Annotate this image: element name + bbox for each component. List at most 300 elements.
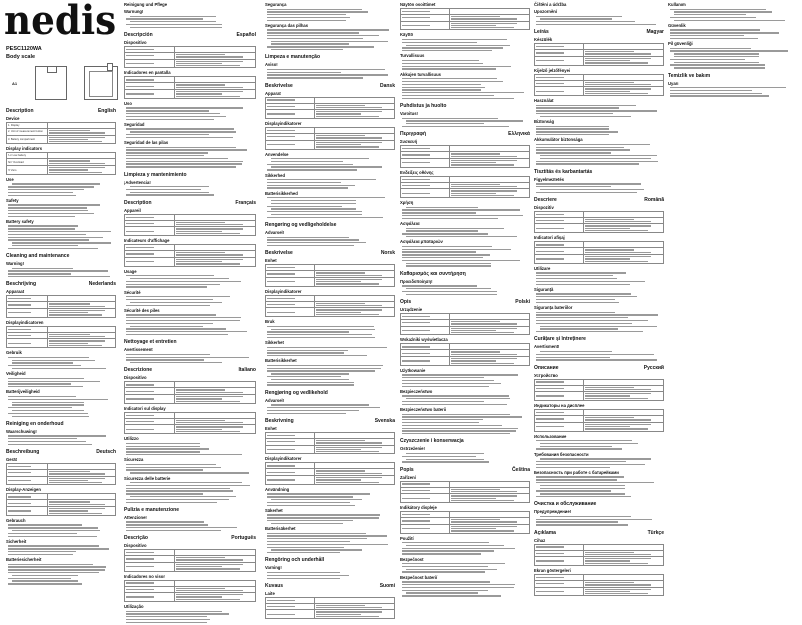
language-label: Svenska [374,417,395,424]
subheading: Enhet [265,258,277,264]
text-line [402,291,497,292]
text-line [126,493,203,494]
table-cell-value [450,152,530,159]
text-line [585,398,648,399]
info-table [265,597,395,619]
subheading: Gebruik [6,350,22,356]
scale-back-illustration [84,66,118,100]
table-row [401,182,530,189]
text-line [402,422,479,423]
table-cell-label [7,500,48,507]
info-table [265,97,395,119]
table-cell-value [48,507,116,516]
table-cell-label: '0' Zero [7,166,48,175]
text-line [8,270,108,271]
column-5 [534,0,664,598]
text-line [316,605,365,606]
text-line [8,524,82,525]
table-row [535,217,664,224]
text-line [126,281,241,282]
text-line [126,152,208,153]
table-cell-value [174,394,255,403]
table-cell-label [535,248,584,255]
text-line [126,113,220,114]
table-cell-label: 3. Battery compartment [7,135,48,144]
text-line [126,467,221,468]
text-line [267,347,387,348]
text-line [536,464,645,465]
text-line [402,118,498,119]
text-line [130,278,229,279]
subheading: Siguranța bateriilor [534,305,573,311]
table-row [266,271,395,278]
subheading: Wskaźniki wyświetlacza [400,337,448,343]
text-line [536,476,624,477]
text-line [406,592,478,593]
table-row [7,500,116,507]
text-line [267,331,349,332]
table-row [125,586,256,593]
text-line [451,162,496,163]
text-line [402,260,520,261]
text-line [49,169,87,170]
section-heading [265,583,395,589]
text-line [126,149,247,150]
table-cell-value [174,388,255,395]
subheading: Display-Anzeigen [6,487,41,493]
text-line [126,464,216,465]
text-line [402,251,476,252]
text-line [176,54,225,55]
text-line [8,444,92,445]
section-heading [400,103,530,109]
text-line [126,485,250,486]
table-cell-value [315,140,395,149]
text-line [8,231,111,232]
text-line [267,407,380,408]
section-heading [6,421,116,427]
table-cell-label [535,50,584,57]
text-line [670,38,758,39]
text-line [8,204,100,205]
text-line [267,365,383,366]
table-row [7,302,116,309]
text-line [49,513,102,514]
text-line [536,448,622,449]
section-title: Καθαρισμός και συντήρηση [400,270,466,277]
table-cell-label [7,470,48,477]
text-line [126,155,204,156]
subheading: Warnung! [124,9,144,14]
subheading: Urządzenie [400,306,423,312]
info-table [124,549,256,571]
text-line [8,438,77,439]
table-row [401,15,530,22]
table-row [7,159,116,166]
table-row [266,301,395,308]
text-line [271,203,356,204]
text-line [176,224,243,225]
subheading: Indicateurs d'affichage [124,238,170,244]
text-line [176,420,225,421]
info-table [124,76,256,98]
table-cell-label [401,152,450,159]
text-line [267,410,359,411]
text-line [536,354,654,355]
text-line [402,50,492,51]
subheading: Használat [534,98,554,104]
text-line [126,284,220,285]
text-line [126,189,201,190]
text-line [402,587,514,588]
language-label: Magyar [646,29,664,36]
info-table [265,462,395,484]
text-line [176,252,225,253]
text-line [402,401,484,402]
text-line [536,524,628,525]
table-row [535,254,664,263]
subheading: Indicadores no visor [124,573,165,579]
text-line [176,263,240,264]
table-cell-label [125,394,175,403]
text-line [267,382,354,383]
text-line [176,431,240,432]
text-line [585,219,634,220]
table-row [401,158,530,167]
text-line [451,358,517,359]
table-row [535,557,664,566]
text-line [130,362,222,363]
table-cell-label [401,182,450,189]
section-heading [124,172,256,178]
text-line [267,72,341,73]
table-cell-label [401,319,450,326]
text-line [402,87,485,88]
table-row [401,494,530,503]
text-line [316,614,361,615]
table-cell-value [450,518,530,525]
text-line [585,419,651,420]
text-line [536,314,658,315]
table-cell-label [266,438,315,445]
text-line [540,516,631,517]
text-line [8,239,89,240]
text-line [536,359,657,360]
table-cell-value [174,425,255,434]
table-cell-label [125,418,175,425]
text-line [126,317,241,318]
table-row [125,425,256,434]
text-line [406,123,484,124]
text-line [540,443,638,444]
table-cell-label [125,425,175,434]
text-line [536,317,628,318]
text-line [536,163,639,164]
text-line [316,146,379,147]
table-row [401,152,530,159]
text-line [536,357,610,358]
text-line [176,259,243,260]
text-line [316,105,365,106]
text-line [176,63,222,64]
table-cell-value [315,103,395,110]
text-line [271,329,375,330]
section-title: Cleaning and maintenance [6,253,70,260]
table-cell-value [48,339,116,348]
text-line [585,426,630,427]
text-line [8,413,88,414]
table-cell-value [450,15,530,22]
text-line [267,517,379,518]
text-line [316,137,382,138]
section-heading [6,281,116,287]
text-line [126,134,209,135]
text-line [585,591,630,592]
text-line [49,482,102,483]
text-line [176,429,222,430]
text-line [126,320,240,321]
text-line [316,470,365,471]
text-line [674,53,759,54]
table-cell-value [315,134,395,141]
text-line [126,328,226,329]
text-line [540,189,644,190]
table-row [401,524,530,533]
section-title: Beskrivelse [265,82,293,89]
section-heading [124,339,256,345]
text-line [451,330,496,331]
subheading: Use [6,176,14,182]
text-line [585,91,630,92]
text-line [49,167,105,168]
text-line [126,323,213,324]
text-line [402,550,494,551]
text-line [406,459,484,460]
text-line [585,58,651,59]
table-cell-value [450,189,530,198]
text-line [536,490,611,491]
subheading: Indicatori sul display [124,405,166,411]
subheading: Dispositivo [124,375,147,381]
info-table [6,326,116,348]
text-line [536,161,658,162]
subheading: Индикаторы на дисплее [534,403,585,409]
subheading: Displayindicatoren [6,319,44,325]
text-line [267,541,350,542]
text-line [402,81,503,82]
section-title: Beschreibung [6,449,40,455]
table-cell-label [125,227,175,236]
text-line [176,233,240,234]
text-line [267,337,375,338]
table-cell-label [266,476,315,485]
table-cell-label [125,59,175,68]
table-cell-value [450,494,530,503]
subheading: Indikátory displeje [400,505,437,511]
text-line [585,258,630,259]
text-line [540,116,631,117]
language-label: Dansk [379,82,395,89]
table-cell-label [535,217,584,224]
text-line [402,416,522,417]
text-line [130,326,203,327]
text-line [8,396,76,397]
text-line [536,323,632,324]
text-line [126,331,247,332]
text-line [267,533,366,534]
subheading: Batterijveiligheid [6,389,40,395]
text-line [176,557,225,558]
text-line [267,46,374,47]
table-row [401,319,530,326]
table-row [125,257,256,266]
text-line [8,548,109,549]
table-row [535,56,664,65]
table-cell-value [174,83,255,90]
text-line [402,542,489,543]
text-line [126,147,236,148]
text-line [316,142,382,143]
subheading: Требования безопасности [534,451,589,457]
info-table [400,343,530,365]
text-line [536,147,624,148]
text-line [130,472,249,473]
text-line [176,96,240,97]
text-line [267,493,370,494]
section-heading [265,83,395,89]
table-cell-value [315,469,395,476]
text-line [49,139,87,140]
subheading: Biztonság [534,119,555,125]
text-line [267,334,372,335]
text-line [8,207,87,208]
text-line [540,446,612,447]
text-line [402,456,476,457]
text-line [8,237,103,238]
table-row [7,339,116,348]
text-line [176,568,240,569]
table-cell-label [266,134,315,141]
subheading: Ασφάλεια [400,221,420,227]
text-line [176,228,243,229]
table-row [266,469,395,476]
text-line [49,334,90,335]
table-row [266,134,395,141]
subheading: Bezpieczeństwo baterii [400,407,447,413]
table-cell-value [48,500,116,507]
section-heading [124,507,256,513]
text-line [402,590,488,591]
table-cell-value [584,557,664,566]
text-line [8,248,98,249]
text-line [8,195,76,196]
info-table [534,241,664,263]
table-cell-label [401,494,450,503]
table-cell-label [401,350,450,357]
text-line [451,521,517,522]
table-row [7,476,116,485]
text-line [267,552,340,553]
text-line [402,212,476,213]
text-line [8,357,89,358]
table-cell-value [315,603,395,610]
text-line [536,281,645,282]
text-line [126,443,200,444]
table-cell-value [584,587,664,596]
text-line [670,17,756,18]
table-cell-value [450,326,530,335]
language-label: Polski [515,298,530,305]
section-heading [265,418,395,424]
text-line [271,166,382,167]
text-line [451,160,517,161]
section-heading [534,197,664,203]
text-line [585,84,651,85]
subheading: Varoitus! [400,111,418,117]
text-line [12,410,84,411]
text-line [316,314,379,315]
text-line [176,61,243,62]
text-line [8,545,99,546]
subheading: Användning [265,486,290,492]
table-cell-label [266,271,315,278]
table-cell-label [266,301,315,308]
text-line [406,120,523,121]
text-line [585,221,651,222]
text-line [267,352,344,353]
text-line [585,552,634,553]
text-line [176,254,243,255]
text-line [176,87,243,88]
table-cell-value [450,487,530,494]
table-cell-label [125,220,175,227]
info-table [124,381,256,403]
text-line [271,499,362,500]
section-title: Nettoyage et entretien [124,339,177,346]
text-line [267,535,387,536]
text-line [402,218,498,219]
text-line [126,530,221,531]
text-line [402,430,516,431]
text-line [267,169,357,170]
text-line [126,299,213,300]
text-line [267,9,362,10]
text-line [536,21,635,22]
text-line [8,213,94,214]
text-line [267,20,346,21]
subheading: Warning! [6,261,24,267]
subheading: Käyttö [400,32,414,38]
text-line [49,473,105,474]
text-line [536,275,613,276]
subheading: Kijelző jelzőfényei [534,67,571,73]
text-line [176,426,243,427]
text-line [12,402,84,403]
text-line [8,435,106,436]
text-line [8,572,99,573]
text-line [402,374,518,375]
table-row [535,550,664,557]
text-line [126,469,203,470]
text-line [536,331,643,332]
text-line [316,473,382,474]
text-line [8,216,75,217]
section-title: Очистка и обслуживание [534,501,597,508]
text-line [49,336,105,337]
table-row [266,308,395,317]
subheading: Advarsel! [265,397,285,403]
text-line [540,488,625,489]
